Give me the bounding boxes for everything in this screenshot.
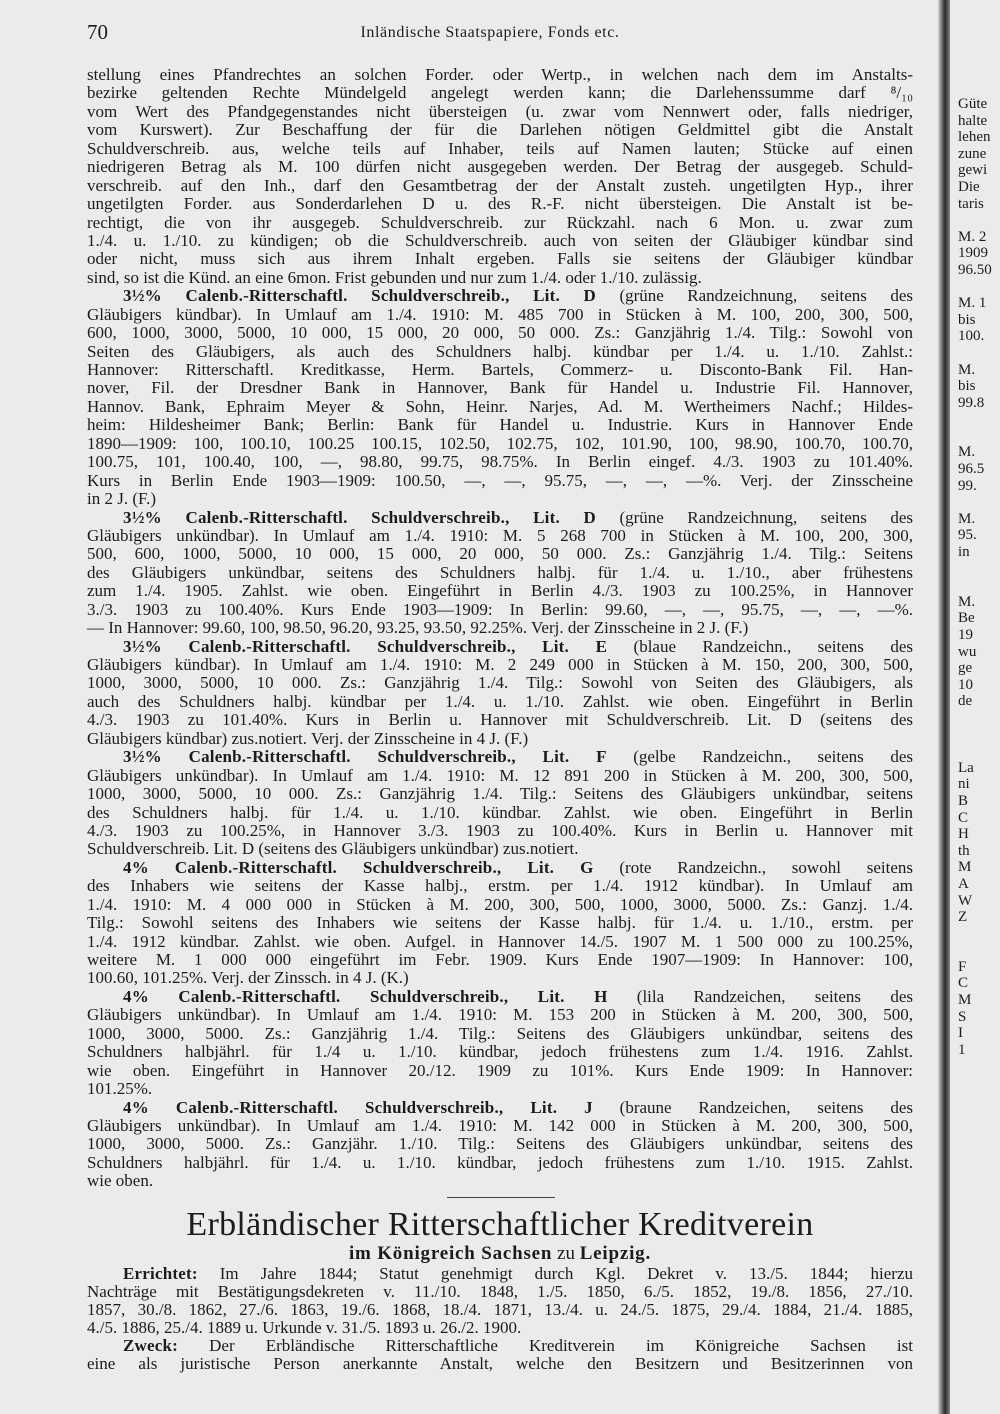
text-line: [87, 1301, 913, 1319]
line-text: des Inhabers wie seitens der Kasse halbj., erstm. per 1./4. 1912 kündbar). In Umlauf am: [87, 876, 913, 896]
line-text: Im Jahre 1844; Statut genehmigt durch Kgl. Dekret v. 13./5. 1844; hierzu: [197, 1264, 913, 1283]
text-line: [87, 564, 913, 582]
line-text: Gläubigers kündbar) zus.notiert. Verj. der Zinsscheine in 4 J. (F.): [87, 728, 529, 748]
line-text: Gläubigers unkündbar). In Umlauf am 1./4. 1910: M. 5 268 700 in Stücken à M. 100, 200, 300,: [87, 525, 913, 545]
margin-fragment-line: 19: [958, 627, 973, 643]
text-line: [87, 1025, 913, 1043]
margin-fragment-line: La: [958, 759, 974, 776]
text-line: [87, 693, 913, 711]
line-text: 1./4. u. 1./10. zu kündigen; ob die Schuldverschreib. auch von seiten der Gläubiger kündbar sind: [87, 230, 913, 250]
margin-fragment-line: Be: [958, 610, 975, 627]
margin-fragment-line: [958, 743, 992, 760]
entry-heading: 3½% Calenb.-Ritterschaftl. Schuldverschreib., Lit. E: [123, 636, 608, 656]
text-line: [87, 730, 913, 748]
text-line: [87, 877, 913, 895]
text-line: [87, 453, 913, 471]
text-line: [87, 66, 913, 84]
margin-fragment-line: [958, 926, 992, 943]
line-text: 1./4. 1910: M. 4 000 000 in Stücken à M. 200, 300, 500, 1000, 3000, 5000. Zs.: Ganzj. 1./4.: [87, 894, 913, 914]
margin-fragment-line: 1909: [958, 245, 988, 262]
text-line: [87, 1319, 913, 1337]
line-text: niedrigeren Betrag als M. 100 dürfen nicht ausgegeben werden. Der Betrag der ausgegeb. Schuld-: [87, 157, 913, 177]
section-text: [87, 1265, 913, 1373]
margin-fragment-line: [958, 345, 992, 362]
margin-fragment-line: M.: [958, 510, 976, 527]
margin-fragment-line: [958, 942, 992, 959]
line-text: 4./5. 1886, 25./4. 1889 u. Urkunde v. 31./5. 1893 u. 26./2. 1900.: [87, 1318, 522, 1337]
subtitle-zu: zu: [557, 1243, 575, 1264]
text-line: [87, 140, 913, 158]
text-line: [87, 785, 913, 803]
entry-heading: Errichtet:: [123, 1264, 198, 1283]
entry-heading: 3½% Calenb.-Ritterschaftl. Schuldverschreib., Lit. D: [123, 286, 597, 306]
text-line: [87, 1283, 913, 1301]
text-line: [87, 674, 913, 692]
text-line: [87, 914, 913, 932]
margin-fragment-line: Die: [958, 178, 980, 195]
text-line: [87, 767, 913, 785]
page-number: 70: [87, 20, 108, 44]
margin-fragment-line: [958, 279, 992, 296]
text-line: [87, 343, 913, 361]
text-line: [87, 250, 913, 268]
text-line: [87, 988, 913, 1006]
margin-fragment-line: halte: [958, 112, 988, 129]
text-line: [87, 711, 913, 729]
margin-fragment-line: M. 2: [958, 228, 987, 245]
entry-heading: 3½% Calenb.-Ritterschaftl. Schuldverschreib., Lit. F: [123, 747, 607, 767]
section-subtitle: [87, 1243, 913, 1265]
text-line: [87, 84, 913, 102]
line-text: Hannov. Bank, Ephraim Meyer & Sohn, Heinr. Narjes, Ad. M. Wertheimers Nachf.; Hildes-: [87, 396, 913, 416]
margin-fragment-line: bis: [958, 378, 976, 395]
margin-fragment-line: 1: [958, 1041, 966, 1058]
line-text: weitere M. 1 000 000 eingeführt im Febr. 1909. Kurs Ende 1907—1909: In Hannover: 100,: [87, 950, 913, 969]
section-divider: [447, 1197, 555, 1198]
next-page-fragment: [958, 96, 992, 1058]
subtitle-region: im Königreich Sachsen: [348, 1243, 553, 1264]
text-line: [87, 121, 913, 139]
margin-fragment-line: ge: [958, 660, 973, 677]
text-line: [87, 896, 913, 914]
text-line: [87, 435, 913, 453]
line-text: Gläubigers unkündbar). In Umlauf am 1./4. 1910: M. 153 200 in Stücken à M. 200, 300, 500,: [87, 1005, 913, 1025]
margin-fragment-line: 95.: [958, 527, 977, 544]
line-text: 4./3. 1903 zu 100.25%, in Hannover 3./3. 1903 zu 100.40%. Kurs in Berlin u. Hannover mit: [87, 820, 913, 840]
line-text: heim: Hildesheimer Bank; Berlin: Bank für Handel u. Industrie. Kurs in Hannover Ende: [87, 415, 913, 435]
text-line: [87, 804, 913, 822]
text-line: [87, 1135, 913, 1153]
margin-fragment-line: W: [958, 892, 973, 909]
line-text: Schuldners halbjährl. für 1./4. u. 1./10. kündbar, jedoch frühestens zum 1./10. 1915. Zahlst.: [87, 1152, 913, 1172]
margin-fragment-line: M: [958, 992, 972, 1009]
text-line: [87, 398, 913, 416]
text-line: [87, 1080, 913, 1098]
text-line: [87, 527, 913, 545]
line-text: eine als juristische Person anerkannte Anstalt, welche den Besitzern und Besitzerinnen von: [87, 1354, 913, 1373]
line-text: oder nicht, muss sich aus ihrem Inhalt ergeben. Falls sie seitens der Gläubiger kündbar: [87, 249, 913, 269]
margin-fragment-line: B: [958, 792, 969, 809]
margin-fragment-line: 10: [958, 676, 973, 693]
text-line: [87, 840, 913, 858]
margin-fragment-line: ni: [958, 776, 970, 793]
line-text: (braune Randzeichen, seitens des: [592, 1097, 913, 1117]
text-line: [87, 656, 913, 674]
margin-fragment-line: M. 1: [958, 295, 987, 312]
margin-fragment-line: Z: [958, 909, 968, 926]
margin-fragment-line: wu: [958, 643, 977, 660]
body-text: [87, 66, 913, 1191]
line-text: 1890—1909: 100, 100.10, 100.25 100.15, 102.50, 102.75, 102, 101.90, 100, 98.90, 100.70, 100.70,: [87, 433, 913, 453]
text-line: [87, 1265, 913, 1283]
margin-fragment-line: Güte: [958, 96, 988, 112]
line-text: vom Wert des Pfandgegenstandes nicht übersteigen (u. zwar vom Nennwert oder, falls niedriger,: [87, 101, 913, 121]
line-text: 500, 600, 1000, 5000, 10 000, 15 000, 20 000, 50 000. Zs.: Ganzjährig 1./4. Tilg.: Seitens: [87, 544, 913, 564]
margin-fragment-line: in: [958, 544, 970, 561]
margin-fragment-line: [958, 212, 992, 229]
line-text: Der Erbländische Ritterschaftliche Kreditverein im Königreiche Sachsen ist: [178, 1336, 913, 1355]
line-text: (rote Randzeichn., sowohl seitens: [593, 857, 913, 877]
line-text: 1000, 3000, 5000, 10 000. Zs.: Ganzjährig 1./4. Tilg.: Sowohl von Seiten des Gläubigers, als: [87, 673, 913, 693]
text-line: [87, 933, 913, 951]
line-text: (gelbe Randzeichn., seitens des: [606, 747, 913, 767]
line-text: 100.75, 101, 100.40, 100, —, 98.80, 99.75, 98.75%. In Berlin eingef. 4./3. 1903 zu 101.40%.: [87, 452, 913, 472]
line-text: Gläubigers kündbar). In Umlauf am 1./4. 1910: M. 2 249 000 in Stücken à M. 150, 200, 300, 500,: [87, 655, 913, 674]
text-line: [87, 951, 913, 969]
text-line: [87, 638, 913, 656]
text-line: [87, 859, 913, 877]
line-text: 1857, 30./8. 1862, 27./6. 1863, 19./6. 1868, 18./4. 1871, 13./4. u. 24./5. 1875, 29./4. 1884, 21./4. 1885,: [87, 1300, 913, 1319]
line-text: sind, so ist die Künd. an eine 6mon. Frist gebunden und nur zum 1./4. oder 1./10. zulässig.: [87, 267, 702, 287]
text-line: [87, 1099, 913, 1117]
line-text: Schuldverschreib. Lit. D (seitens des Gläubigers unkündbar) zus.notiert.: [87, 839, 579, 859]
text-line: [87, 1062, 913, 1080]
text-line: [87, 1355, 913, 1373]
margin-fragment-line: gewi: [958, 162, 988, 179]
text-line: [87, 1043, 913, 1061]
line-text: in 2 J. (F.): [87, 489, 157, 509]
entry-heading: 4% Calenb.-Ritterschaftl. Schuldverschreib., Lit. J: [123, 1097, 593, 1117]
line-text: nover, Fil. der Dresdner Bank in Hannover, Bank für Handel u. Industrie Fil. Hannover,: [87, 378, 913, 398]
text-line: [87, 969, 913, 987]
margin-fragment-line: lehen: [958, 129, 991, 146]
margin-fragment-line: C: [958, 809, 969, 826]
line-text: des Schuldners halbj. für 1./4. u. 1./10. kündbar. Zahlst. wie oben. Eingeführt in Berlin: [87, 802, 913, 822]
line-text: 101.25%.: [87, 1079, 153, 1099]
text-line: [87, 822, 913, 840]
book-gutter: [938, 0, 950, 1414]
line-text: 600, 1000, 3000, 5000, 10 000, 15 000, 20 000, 50 000. Zs.: Ganzjährig 1./4. Tilg.: Sowohl von: [87, 323, 913, 343]
line-text: Kurs in Berlin Ende 1903—1909: 100.50, —, —, 95.75, —, —, —%. Verj. der Zinsscheine: [87, 470, 913, 490]
line-text: 4./3. 1903 zu 101.40%. Kurs in Berlin u. Hannover mit Schuldverschreib. Lit. D (seitens des: [87, 710, 913, 730]
subtitle-city: Leipzig.: [579, 1243, 652, 1264]
text-line: [87, 545, 913, 563]
margin-fragment-line: taris: [958, 195, 984, 212]
margin-fragment-line: [958, 494, 992, 511]
text-line: [87, 748, 913, 766]
margin-fragment-line: zune: [958, 145, 987, 162]
margin-fragment-line: 96.5: [958, 461, 985, 478]
line-text: 100.60, 101.25%. Verj. der Zinssch. in 4 J. (K.): [87, 968, 409, 988]
margin-fragment-line: M: [958, 859, 972, 876]
line-text: Hannover: Ritterschaftl. Kreditkasse, Herm. Bartels, Commerz- u. Disconto-Bank Fil. Han-: [87, 360, 913, 379]
line-text: rechtigt, die von ihr ausgegeb. Schuldverschreib. zur Rückzahl. nach 6 Mon. u. zwar zum: [87, 212, 913, 232]
line-text: 1000, 3000, 5000. Zs.: Ganzjährig 1./4. Tilg.: Seitens des Gläubigers unkündbar, seitens des: [87, 1023, 913, 1043]
text-line: [87, 490, 913, 508]
text-line: [87, 232, 913, 250]
text-line: [87, 1006, 913, 1024]
text-line: [87, 1337, 913, 1355]
line-text: Nachträge mit Bestätigungsdekreten v. 11./10. 1848, 1./5. 1850, 6./5. 1852, 19./8. 1856, 27./10.: [87, 1282, 913, 1301]
margin-fragment-line: [958, 428, 992, 445]
line-text: 1000, 3000, 5000, 10 000. Zs.: Ganzjährig 1./4. Tilg.: Seitens des Gläubigers unkündbar, seitens: [87, 784, 913, 804]
margin-fragment-line: A: [958, 875, 969, 892]
margin-fragment-line: [958, 561, 992, 578]
line-text: Gläubigers unkündbar). In Umlauf am 1./4. 1910: M. 12 891 200 in Stücken à M. 200, 300, 500,: [87, 765, 913, 785]
line-text: verschreib. auf den Inh., darf den Gesamtbetrag der der Anstalt zusteh. ungetilgten Hyp., ihrer: [87, 175, 913, 195]
line-text: vom Kurswert). Zur Beschaffung der für die Darlehen nötigen Geldmittel gibt die Anstalt: [87, 120, 913, 140]
line-text: Schuldners halbjährl. für 1./4 u. 1./10. kündbar, jedoch frühestens zum 1./4. 1916. Zahlst.: [87, 1042, 913, 1062]
line-text: Gläubigers kündbar). In Umlauf am 1./4. 1910: M. 485 700 in Stücken à M. 100, 200, 300, 500,: [87, 304, 913, 324]
margin-fragment-line: M.: [958, 361, 976, 378]
margin-fragment-line: C: [958, 975, 969, 992]
margin-fragment-line: 100.: [958, 328, 985, 345]
line-text: 1000, 3000, 5000. Zs.: Ganzjähr. 1./10. Tilg.: Seitens des Gläubigers unkündbar, seitens des: [87, 1134, 913, 1154]
text-line: [87, 361, 913, 379]
entry-heading: 3½% Calenb.-Ritterschaftl. Schuldverschreib., Lit. D: [123, 507, 597, 527]
margin-fragment-line: H: [958, 826, 969, 843]
text-line: [87, 416, 913, 434]
text-line: [87, 582, 913, 600]
margin-fragment-line: M.: [958, 593, 976, 610]
line-text: (grüne Randzeichnung, seitens des: [596, 507, 913, 527]
margin-fragment-line: I: [958, 1025, 963, 1042]
text-line: [87, 103, 913, 121]
text-line: [87, 214, 913, 232]
line-text: Seiten des Gläubigers, als auch des Schuldners halbj. kündbar per 1./4. u. 1./10. Zahlst.:: [87, 341, 913, 361]
text-line: [87, 324, 913, 342]
line-text: (blaue Randzeichn., seitens des: [607, 636, 913, 656]
line-text: wie oben.: [87, 1171, 154, 1191]
line-text: (grüne Randzeichnung, seitens des: [596, 286, 913, 306]
line-text: — In Hannover: 99.60, 100, 98.50, 96.20, 93.25, 93.50, 92.25%. Verj. der Zinsscheine in 2 J. (F.): [87, 618, 749, 638]
margin-fragment-line: [958, 577, 992, 594]
margin-fragment-line: M.: [958, 444, 976, 461]
text-line: [87, 306, 913, 324]
text-line: [87, 269, 913, 287]
line-text: stellung eines Pfandrechtes an solchen Forder. oder Wertp., in welchen nach dem im Anstalts-: [87, 65, 913, 84]
text-line: [87, 177, 913, 195]
margin-fragment-line: [958, 710, 992, 727]
entry-heading: Zweck:: [123, 1336, 179, 1355]
text-line: [87, 1172, 913, 1190]
line-text: (lila Randzeichen, seitens des: [607, 986, 913, 1006]
margin-fragment-line: S: [958, 1008, 967, 1025]
text-line: [87, 1154, 913, 1172]
line-text: Schuldverschreib. aus, welche teils auf Inhaber, teils auf Namen lauten; Stücke auf einen: [87, 138, 913, 158]
line-text: wie oben. Eingeführt in Hannover 20./12. 1909 zu 101%. Kurs Ende 1909: In Hannover:: [87, 1060, 913, 1080]
line-text: zum 1./4. 1905. Zahlst. wie oben. Eingeführt in Berlin 4./3. 1903 zu 100.25%, in Hannover: [87, 581, 913, 601]
text-line: [87, 619, 913, 637]
text-line: [87, 509, 913, 527]
text-line: [87, 472, 913, 490]
text-line: [87, 195, 913, 213]
margin-fragment-line: [958, 727, 992, 744]
running-header: Inländische Staatspapiere, Fonds etc.: [360, 24, 620, 41]
text-line: [87, 287, 913, 305]
margin-fragment-line: th: [958, 842, 970, 859]
text-line: [87, 158, 913, 176]
line-text: Tilg.: Sowohl seitens des Inhabers wie seitens der Kasse halbj. für 1./4. u. 1./10., erstm. per: [87, 913, 913, 933]
text-line: [87, 1117, 913, 1135]
text-line: [87, 601, 913, 619]
margin-fragment-line: 99.8: [958, 394, 985, 411]
line-text: ungetilgten Forder. aus Sonderdarlehen D u. des R.-F. nicht übersteigen. Die Anstalt ist be-: [87, 194, 913, 214]
line-text: auch des Schuldners halbj. kündbar per 1./4. u. 1./10. Zahlst. wie oben. Eingeführt in Berlin: [87, 691, 913, 711]
entry-heading: 4% Calenb.-Ritterschaftl. Schuldverschreib., Lit. G: [123, 857, 594, 877]
margin-fragment-line: F: [958, 958, 967, 975]
margin-fragment-line: 96.50: [958, 261, 992, 278]
margin-fragment-line: bis: [958, 311, 976, 328]
section-title: Erbländischer Ritterschaftlicher Kreditverein: [186, 1206, 814, 1243]
margin-fragment-line: de: [958, 693, 973, 710]
line-text: bezirke geltenden Rechte Mündelgeld angelegt werden kann; die Darlehenssumme darf ⁸/₁₀: [87, 83, 913, 103]
line-text: 1./4. 1912 kündbar. Zahlst. wie oben. Aufgel. in Hannover 14./5. 1907 M. 1 500 000 zu 100.25%,: [87, 931, 913, 951]
margin-fragment-line: [958, 411, 992, 428]
line-text: 3./3. 1903 zu 100.40%. Kurs Ende 1903—1909: In Berlin: 99.60, —, —, 95.75, —, —, —%.: [87, 599, 913, 619]
text-line: [87, 379, 913, 397]
line-text: des Gläubigers unkündbar, seitens des Schuldners halbj. für 1./4. u. 1./10., aber frühestens: [87, 562, 913, 582]
entry-heading: 4% Calenb.-Ritterschaftl. Schuldverschreib., Lit. H: [123, 986, 608, 1006]
margin-fragment-line: 99.: [958, 477, 977, 494]
line-text: Gläubigers unkündbar). In Umlauf am 1./4. 1910: M. 142 000 in Stücken à M. 200, 300, 500,: [87, 1115, 913, 1135]
